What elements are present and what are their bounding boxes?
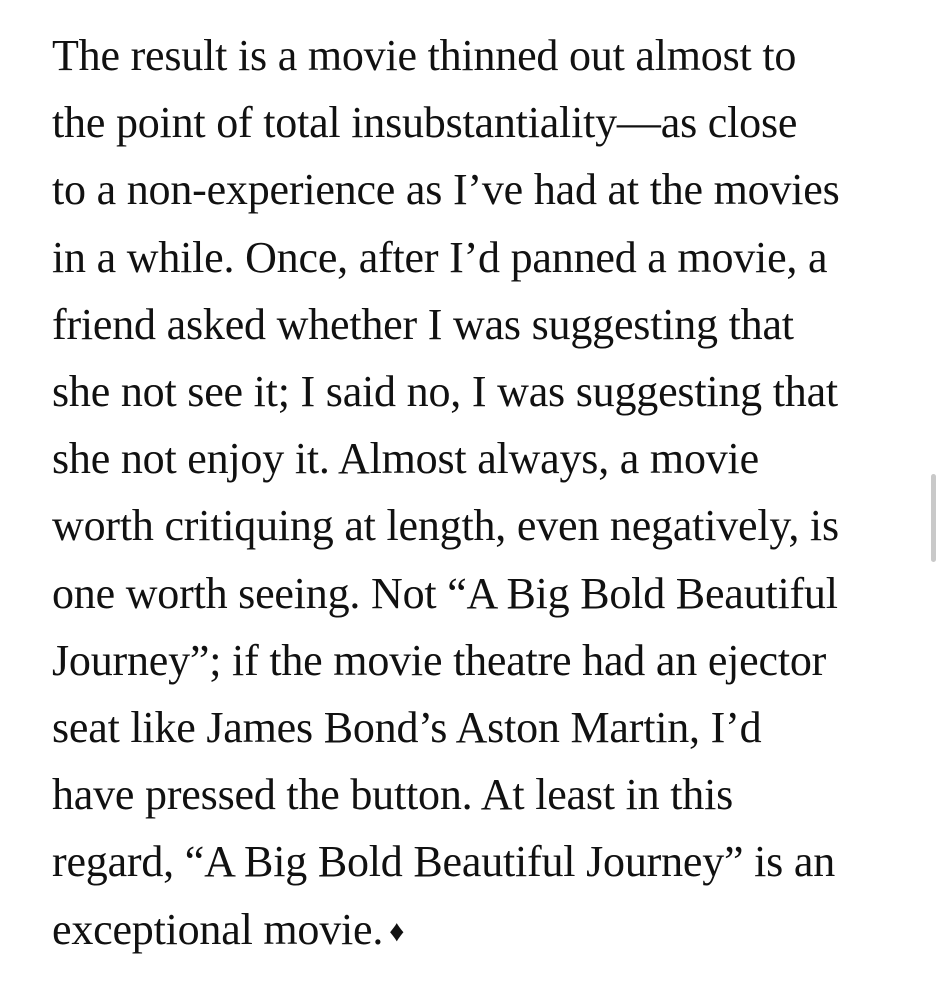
paragraph-line: one worth seeing. Not “A Big Bold Beautiful: [52, 568, 838, 618]
article-paragraph: [52, 22, 902, 965]
paragraph-line: she not see it; I said no, I was suggesting that: [52, 367, 838, 417]
paragraph-last-line: [52, 896, 902, 965]
diamond-end-mark-icon: ♦: [389, 914, 405, 948]
scrollbar-thumb[interactable]: [931, 474, 936, 562]
paragraph-line: have pressed the button. At least in this: [52, 770, 734, 820]
paragraph-line: in a while. Once, after I’d panned a movie, a: [52, 232, 828, 282]
paragraph-line: to a non-experience as I’ve had at the movies: [52, 165, 840, 215]
paragraph-line: Journey”; if the movie theatre had an ejector: [52, 635, 827, 685]
paragraph-line: friend asked whether I was suggesting that: [52, 299, 794, 349]
paragraph-line: regard, “A Big Bold Beautiful Journey” is an: [52, 837, 836, 887]
paragraph-line: seat like James Bond’s Aston Martin, I’d: [52, 703, 762, 753]
paragraph-line: the point of total insubstantiality—as close: [52, 98, 798, 148]
paragraph-line: she not enjoy it. Almost always, a movie: [52, 434, 759, 484]
paragraph-line-text: exceptional movie.: [52, 904, 384, 954]
paragraph-line: worth critiquing at length, even negatively, is: [52, 501, 839, 551]
paragraph-line: The result is a movie thinned out almost to: [52, 31, 797, 80]
